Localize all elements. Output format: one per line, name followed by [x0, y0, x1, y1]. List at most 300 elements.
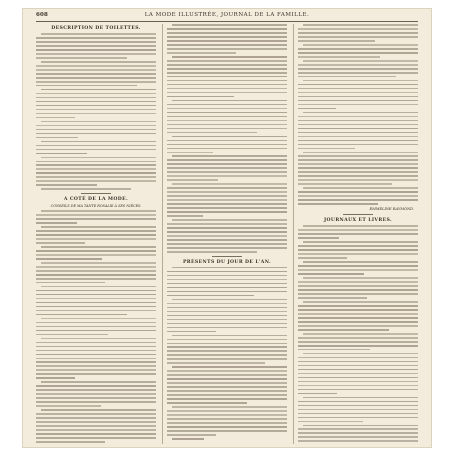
text-line: [298, 171, 418, 173]
text-line: [36, 322, 156, 324]
text-paragraph: [36, 226, 156, 244]
text-line: [36, 298, 156, 300]
text-line: [303, 261, 418, 263]
text-line: [298, 432, 418, 434]
text-line: [172, 406, 287, 408]
text-line: [167, 175, 287, 177]
column-left: [36, 24, 156, 444]
text-line: [298, 389, 418, 391]
text-line: [41, 157, 156, 159]
text-line: [172, 335, 287, 337]
text-line: [167, 283, 287, 285]
text-line: [298, 40, 375, 42]
text-line: [298, 369, 418, 371]
text-paragraph: [36, 409, 156, 443]
text-line: [298, 144, 418, 146]
text-line: [36, 274, 156, 276]
text-line: [303, 112, 418, 114]
section-heading: A COTÉ DE LA MODE.: [63, 197, 129, 203]
text-paragraph: [167, 24, 287, 54]
text-line: [303, 60, 418, 62]
text-paragraph: [36, 286, 156, 316]
text-line: [167, 60, 287, 62]
text-line: [298, 100, 418, 102]
text-line: [298, 428, 418, 430]
text-line: [36, 401, 156, 403]
text-line: [167, 327, 287, 329]
text-line: [167, 88, 287, 90]
text-paragraph: [298, 261, 418, 275]
text-line: [172, 183, 287, 185]
text-line: [36, 342, 156, 344]
text-line: [167, 414, 287, 416]
text-line: [298, 159, 418, 161]
text-line: [298, 293, 418, 295]
page-number: 608: [36, 12, 49, 18]
text-line: [36, 125, 156, 127]
text-line: [36, 437, 156, 439]
text-line: [36, 441, 105, 443]
text-paragraph: [36, 381, 156, 407]
text-line: [167, 331, 216, 333]
section-heading: JOURNAUX ET LIVRES.: [323, 218, 393, 224]
text-line: [36, 417, 156, 419]
text-line: [167, 132, 257, 134]
text-line: [167, 346, 287, 348]
text-line: [167, 140, 287, 142]
body-text: [298, 24, 418, 205]
section-subheading: CONSEILS DE MA TANTE ROSALIE À SES NIÈCES.: [50, 204, 142, 209]
text-line: [167, 191, 287, 193]
text-line: [167, 239, 287, 241]
text-paragraph: [167, 100, 287, 134]
text-line: [41, 318, 156, 320]
text-line: [167, 374, 287, 376]
text-line: [172, 219, 287, 221]
text-line: [298, 245, 418, 247]
text-line: [36, 113, 156, 115]
text-line: [298, 92, 418, 94]
text-paragraph: [167, 183, 287, 217]
text-line: [167, 144, 287, 146]
text-line: [36, 389, 156, 391]
text-line: [298, 116, 418, 118]
text-paragraph: [36, 246, 156, 260]
text-line: [298, 393, 337, 395]
text-line: [167, 303, 287, 305]
text-line: [298, 233, 418, 235]
text-line: [36, 369, 156, 371]
text-line: [298, 405, 418, 407]
text-line: [298, 321, 418, 323]
section-rule: [343, 214, 373, 215]
body-text: [36, 210, 156, 444]
text-line: [36, 49, 156, 51]
text-line: [36, 97, 156, 99]
text-line: [298, 337, 418, 339]
text-paragraph: [298, 24, 418, 42]
text-line: [36, 214, 156, 216]
text-line: [36, 421, 156, 423]
text-line: [36, 65, 156, 67]
text-line: [167, 350, 287, 352]
text-line: [298, 436, 418, 438]
text-line: [36, 413, 156, 415]
text-line: [41, 188, 131, 190]
text-line: [36, 377, 75, 379]
text-line: [167, 311, 287, 313]
text-line: [167, 68, 287, 70]
text-paragraph: [36, 61, 156, 87]
text-paragraph: [298, 44, 418, 58]
text-line: [298, 104, 418, 106]
text-line: [298, 273, 364, 275]
text-line: [36, 129, 156, 131]
text-line: [298, 249, 418, 251]
text-line: [298, 329, 389, 331]
text-line: [167, 163, 287, 165]
text-paragraph: [167, 267, 287, 297]
text-paragraph: [36, 188, 156, 190]
text-paragraph: [167, 56, 287, 98]
text-line: [167, 315, 287, 317]
text-paragraph: [36, 121, 156, 139]
text-line: [298, 108, 336, 110]
body-text: [298, 225, 418, 444]
text-line: [36, 334, 108, 336]
text-line: [298, 341, 418, 343]
text-line: [36, 354, 156, 356]
text-line: [36, 222, 77, 224]
text-line: [167, 422, 287, 424]
text-line: [298, 237, 339, 239]
text-line: [172, 366, 287, 368]
text-line: [167, 247, 287, 249]
text-line: [167, 48, 287, 50]
text-line: [36, 69, 156, 71]
text-paragraph: [298, 301, 418, 331]
text-line: [298, 297, 367, 299]
text-line: [167, 426, 287, 428]
text-line: [298, 281, 418, 283]
text-line: [298, 265, 418, 267]
text-line: [41, 381, 156, 383]
text-paragraph: [298, 187, 418, 205]
text-line: [298, 317, 418, 319]
text-paragraph: [167, 438, 287, 440]
text-line: [36, 270, 156, 272]
text-line: [172, 267, 287, 269]
text-line: [36, 77, 156, 79]
text-line: [41, 121, 156, 123]
text-line: [36, 266, 156, 268]
text-line: [36, 346, 156, 348]
text-line: [36, 314, 127, 316]
text-line: [167, 64, 287, 66]
text-line: [167, 187, 287, 189]
text-line: [298, 148, 355, 150]
text-line: [36, 184, 97, 186]
text-line: [298, 56, 380, 58]
text-line: [167, 430, 287, 432]
text-line: [167, 251, 257, 253]
text-line: [167, 390, 287, 392]
text-paragraph: [298, 397, 418, 423]
text-line: [298, 289, 418, 291]
text-line: [167, 378, 287, 380]
text-line: [36, 238, 156, 240]
text-line: [303, 333, 418, 335]
text-line: [167, 124, 287, 126]
text-line: [298, 325, 418, 327]
text-line: [167, 120, 287, 122]
text-line: [167, 343, 287, 345]
newspaper-page: [22, 8, 432, 448]
text-line: [298, 381, 418, 383]
text-line: [303, 225, 418, 227]
text-line: [298, 48, 418, 50]
text-line: [167, 271, 287, 273]
text-line: [167, 434, 216, 436]
text-line: [172, 56, 287, 58]
text-line: [298, 163, 418, 165]
text-line: [167, 203, 287, 205]
text-line: [298, 377, 418, 379]
text-line: [167, 199, 287, 201]
text-paragraph: [298, 241, 418, 259]
text-line: [36, 137, 78, 139]
text-line: [36, 73, 156, 75]
text-line: [36, 361, 156, 363]
text-paragraph: [36, 318, 156, 336]
text-line: [167, 339, 287, 341]
text-line: [167, 323, 287, 325]
text-line: [36, 81, 156, 83]
text-line: [298, 349, 370, 351]
text-line: [298, 285, 418, 287]
text-line: [298, 52, 418, 54]
text-line: [36, 57, 127, 59]
text-line: [172, 24, 287, 26]
text-line: [36, 350, 156, 352]
text-line: [172, 155, 287, 157]
body-text: [167, 267, 287, 440]
text-line: [303, 24, 418, 26]
text-line: [167, 92, 287, 94]
text-line: [303, 44, 418, 46]
text-line: [36, 393, 156, 395]
section-rule: [81, 193, 111, 194]
text-line: [36, 306, 156, 308]
text-line: [167, 72, 287, 74]
text-line: [167, 291, 287, 293]
text-line: [167, 40, 287, 42]
text-line: [36, 294, 156, 296]
text-paragraph: [298, 333, 418, 351]
author-signature: EMMELINE RAYMOND.: [369, 207, 414, 212]
text-paragraph: [298, 112, 418, 150]
text-line: [41, 61, 156, 63]
text-paragraph: [167, 406, 287, 436]
text-line: [36, 164, 156, 166]
section-heading: PRÉSENTS DU JOUR DE L'AN.: [182, 259, 272, 265]
text-line: [167, 370, 287, 372]
text-line: [167, 235, 287, 237]
text-line: [36, 405, 101, 407]
text-line: [36, 153, 87, 155]
text-line: [36, 330, 156, 332]
text-line: [167, 195, 287, 197]
text-line: [298, 132, 418, 134]
text-line: [303, 187, 418, 189]
text-line: [298, 345, 418, 347]
text-line: [36, 290, 156, 292]
text-line: [36, 145, 156, 147]
text-line: [167, 410, 287, 412]
text-line: [167, 279, 287, 281]
text-line: [298, 257, 347, 259]
text-line: [41, 338, 156, 340]
text-line: [41, 210, 156, 212]
text-line: [36, 161, 156, 163]
text-line: [172, 299, 287, 301]
text-line: [36, 176, 156, 178]
text-line: [167, 148, 287, 150]
text-line: [298, 64, 418, 66]
text-line: [41, 226, 156, 228]
text-line: [298, 203, 378, 205]
text-line: [167, 295, 254, 297]
text-line: [167, 80, 287, 82]
text-line: [303, 301, 418, 303]
text-paragraph: [36, 89, 156, 119]
text-line: [298, 140, 418, 142]
text-line: [167, 179, 218, 181]
text-line: [298, 357, 418, 359]
text-line: [298, 309, 418, 311]
text-line: [36, 278, 156, 280]
text-line: [298, 199, 418, 201]
column-divider: [162, 24, 163, 444]
text-line: [303, 80, 418, 82]
text-paragraph: [36, 157, 156, 187]
text-paragraph: [167, 155, 287, 181]
text-line: [167, 287, 287, 289]
text-line: [298, 253, 418, 255]
text-line: [298, 413, 418, 415]
text-line: [298, 88, 418, 90]
text-line: [36, 258, 102, 260]
text-line: [167, 398, 287, 400]
text-line: [298, 183, 392, 185]
text-line: [167, 307, 287, 309]
text-paragraph: [36, 210, 156, 224]
text-paragraph: [36, 262, 156, 284]
text-line: [167, 76, 287, 78]
text-line: [167, 418, 287, 420]
text-line: [167, 32, 287, 34]
text-line: [36, 397, 156, 399]
text-line: [36, 172, 156, 174]
text-line: [172, 136, 287, 138]
text-line: [167, 36, 287, 38]
text-line: [298, 175, 418, 177]
text-line: [298, 120, 418, 122]
text-line: [303, 425, 418, 427]
text-line: [36, 53, 156, 55]
text-line: [298, 409, 418, 411]
text-line: [167, 171, 287, 173]
text-line: [36, 109, 156, 111]
text-line: [167, 108, 287, 110]
text-paragraph: [36, 141, 156, 155]
text-line: [167, 112, 287, 114]
text-line: [36, 326, 156, 328]
text-line: [36, 168, 156, 170]
text-line: [298, 72, 418, 74]
text-line: [167, 243, 287, 245]
column-middle: [167, 24, 287, 444]
text-line: [167, 362, 265, 364]
running-head: LA MODE ILLUSTRÉE, JOURNAL DE LA FAMILLE.: [144, 12, 310, 18]
text-line: [36, 218, 156, 220]
text-line: [298, 417, 418, 419]
text-line: [298, 365, 418, 367]
text-line: [298, 179, 418, 181]
text-line: [36, 365, 156, 367]
text-line: [167, 319, 287, 321]
text-line: [298, 361, 418, 363]
text-paragraph: [167, 136, 287, 154]
text-paragraph: [298, 80, 418, 110]
section-rule: [212, 256, 242, 257]
section-heading: DESCRIPTION DE TOILETTES.: [51, 26, 141, 31]
column-right: [298, 24, 418, 444]
text-line: [167, 28, 287, 30]
text-paragraph: [36, 338, 156, 380]
text-line: [167, 231, 287, 233]
text-line: [167, 152, 213, 154]
text-line: [298, 68, 418, 70]
text-line: [167, 354, 287, 356]
text-line: [36, 230, 156, 232]
text-paragraph: [167, 219, 287, 253]
body-text: [167, 24, 287, 253]
text-line: [36, 302, 156, 304]
text-line: [298, 401, 418, 403]
text-line: [303, 277, 418, 279]
text-line: [167, 215, 203, 217]
text-line: [36, 85, 137, 87]
text-line: [298, 421, 363, 423]
text-line: [298, 96, 418, 98]
text-line: [41, 33, 156, 35]
text-line: [167, 394, 287, 396]
text-line: [298, 124, 418, 126]
text-line: [36, 358, 156, 360]
text-line: [172, 100, 287, 102]
text-line: [167, 159, 287, 161]
text-line: [167, 96, 234, 98]
text-line: [167, 227, 287, 229]
text-line: [298, 84, 418, 86]
text-paragraph: [298, 425, 418, 445]
text-line: [36, 105, 156, 107]
text-line: [298, 373, 418, 375]
column-divider: [293, 24, 294, 444]
text-line: [298, 155, 418, 157]
text-line: [298, 32, 418, 34]
